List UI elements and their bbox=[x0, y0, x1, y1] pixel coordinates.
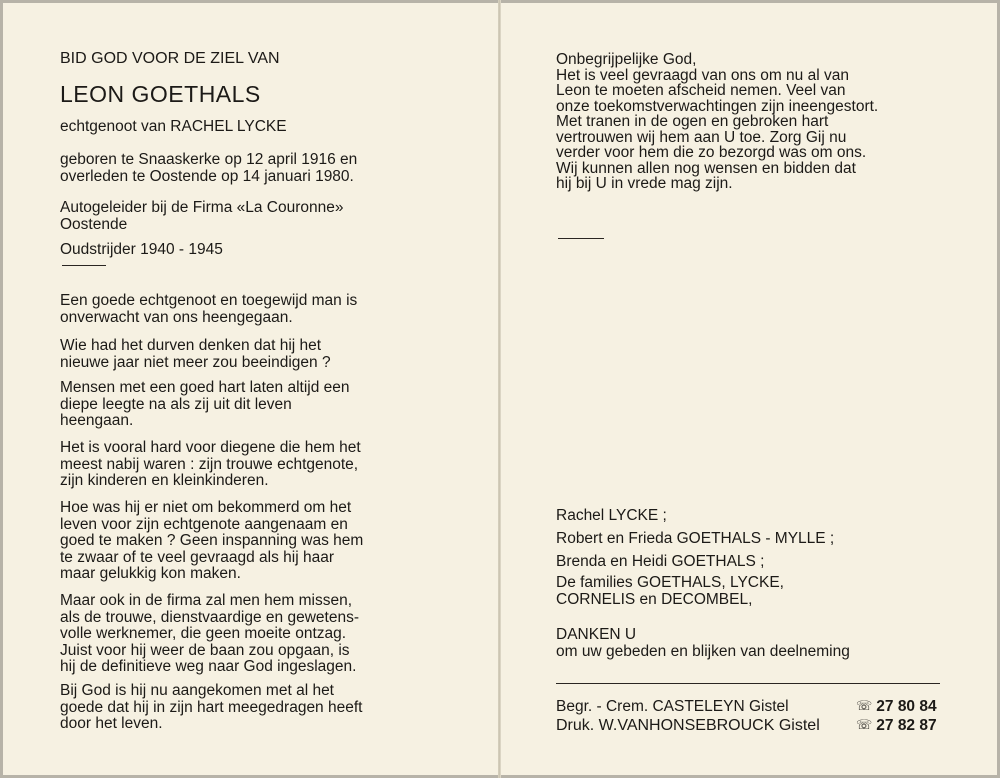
paragraph-4: Het is vooral hard voor diegene die hem het meest nabij waren : zijn trouwe echtgenote, zijn kinderen en kleinkinderen. bbox=[60, 439, 361, 489]
paragraph-1: Een goede echtgenoot en toegewijd man is onverwacht van ons heengegaan. bbox=[60, 292, 358, 326]
family-line-3: Brenda en Heidi GOETHALS ; bbox=[556, 553, 765, 570]
thanks-line: om uw gebeden en blijken van deelneming bbox=[556, 643, 850, 660]
spouse-line: echtgenoot van RACHEL LYCKE bbox=[60, 118, 287, 135]
paragraph-3: Mensen met een goed hart laten altijd een diepe leegte na als zij uit dit leven heengaan. bbox=[60, 379, 350, 429]
credit-undertaker: Begr. - Crem. CASTELEYN Gistel bbox=[556, 698, 789, 715]
paragraph-6: Maar ook in de firma zal men hem missen, als de trouwe, dienstvaardige en gewetens- volle werknemer, die geen moeite ontzag. Juist voor hij weer de baan zou opgaan, is hij de definitieve weg naar God ingeslagen. bbox=[60, 592, 359, 675]
prayer-text: Onbegrijpelijke God, Het is veel gevraagd van ons om nu al van Leon te moeten afscheid nemen. Veel van onze toekomstverwachtingen zijn ineengestort. Met tranen in de ogen en gebroken hart vertrouwen wij hem aan U toe. Zorg Gij nu verder voor hem die zo bezorgd was om ons. Wij kunnen allen nog wensen en bidden dat hij bij U in vrede mag zijn. bbox=[556, 51, 879, 192]
right-page bbox=[556, 0, 966, 778]
family-line-2: Robert en Frieda GOETHALS - MYLLE ; bbox=[556, 530, 835, 547]
paragraph-2: Wie had het durven denken dat hij het nieuwe jaar niet meer zou beeindigen ? bbox=[60, 337, 331, 371]
divider bbox=[62, 265, 106, 266]
veteran-line: Oudstrijder 1940 - 1945 bbox=[60, 241, 223, 258]
credit-printer-phone: ☏ 27 82 87 bbox=[856, 717, 937, 734]
credits-divider bbox=[556, 683, 940, 684]
heading: BID GOD VOOR DE ZIEL VAN bbox=[60, 50, 280, 67]
deceased-name: LEON GOETHALS bbox=[60, 81, 261, 107]
left-page bbox=[60, 0, 460, 778]
family-line-4: De families GOETHALS, LYCKE, CORNELIS en DECOMBEL, bbox=[556, 574, 784, 608]
thanks-title: DANKEN U bbox=[556, 626, 637, 643]
paragraph-7: Bij God is hij nu aangekomen met al het goede dat hij in zijn hart meegedragen heeft door het leven. bbox=[60, 682, 363, 732]
paragraph-5: Hoe was hij er niet om bekommerd om het leven voor zijn echtgenote aangenaam en goed te maken ? Geen inspanning was hem te zwaar of te veel gevraagd als hij haar maar gelukkig kon maken. bbox=[60, 499, 364, 582]
credit-printer: Druk. W.VANHONSEBROUCK Gistel bbox=[556, 717, 820, 734]
phone-icon: ☏ bbox=[856, 698, 873, 713]
divider bbox=[558, 238, 604, 239]
occupation-line: Autogeleider bij de Firma «La Couronne» bbox=[60, 199, 344, 216]
occupation-city: Oostende bbox=[60, 216, 128, 233]
credit-undertaker-phone: ☏ 27 80 84 bbox=[856, 698, 937, 715]
birth-line: geboren te Snaaskerke op 12 april 1916 en bbox=[60, 151, 358, 168]
phone-icon: ☏ bbox=[856, 717, 873, 732]
family-line-1: Rachel LYCKE ; bbox=[556, 507, 667, 524]
card-fold bbox=[498, 0, 501, 778]
death-line: overleden te Oostende op 14 januari 1980. bbox=[60, 168, 354, 185]
